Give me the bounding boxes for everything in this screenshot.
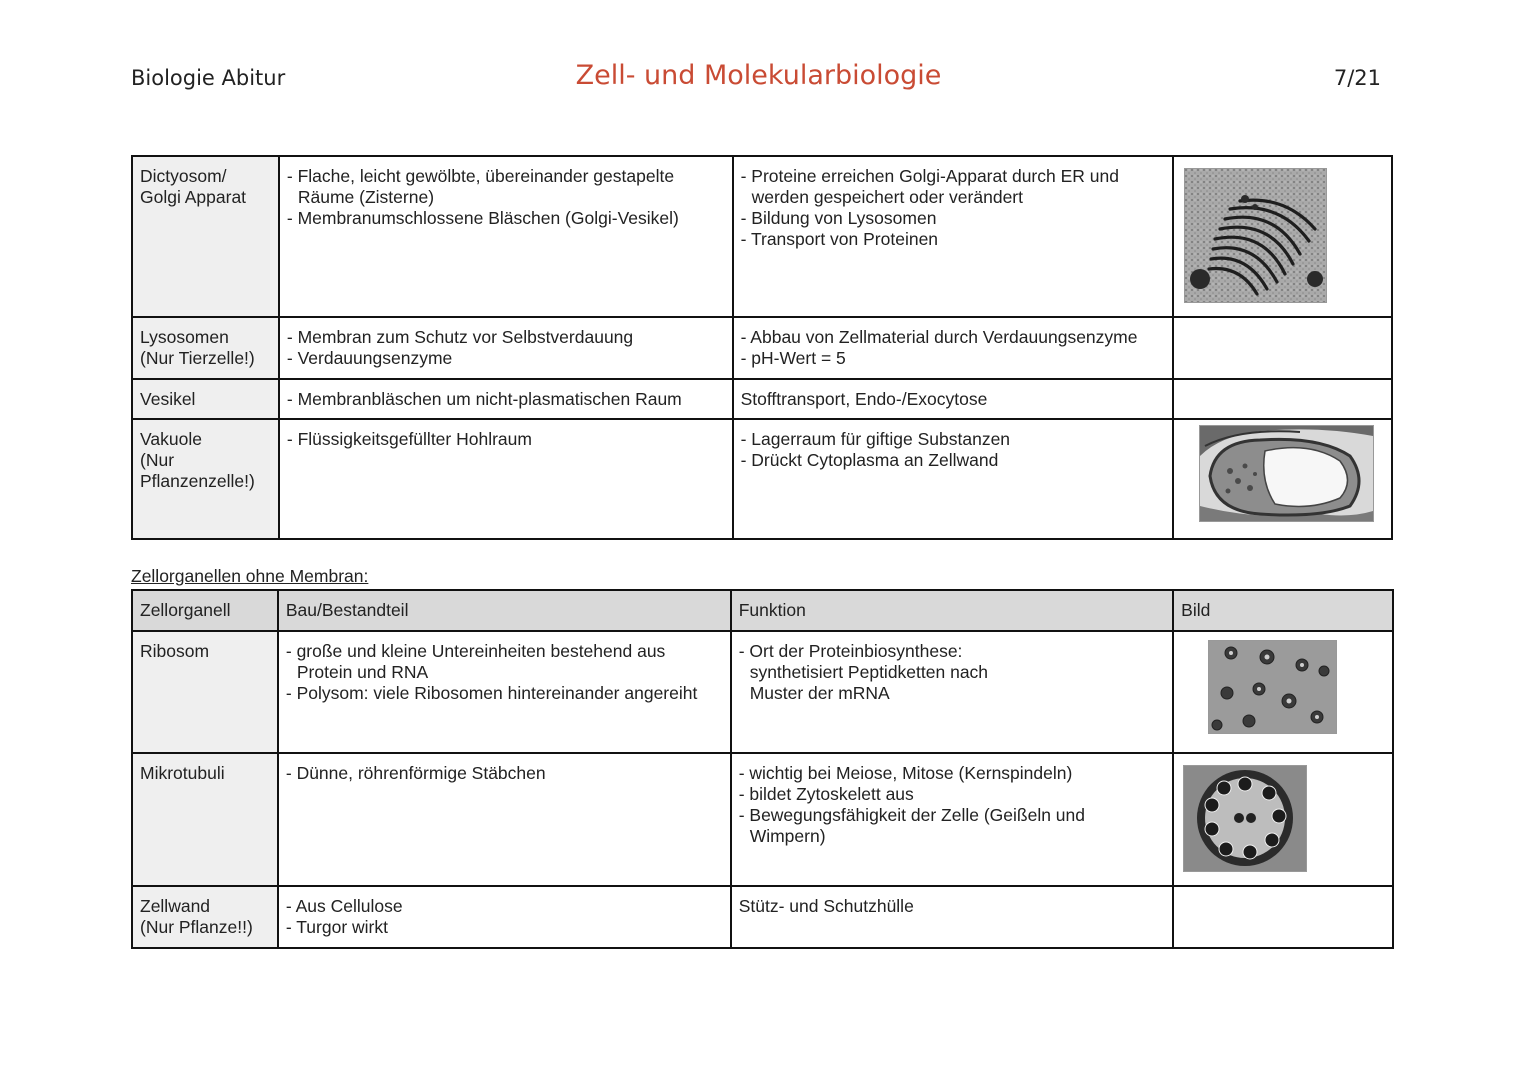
table-row xyxy=(132,886,1393,948)
table-row xyxy=(132,419,1392,539)
organelle-function: - Proteine erreichen Golgi-Apparat durch ER und werden gespeichert oder verändert - Bildung von Lysosomen - Transport von Proteinen xyxy=(733,156,1174,317)
organelle-structure: - Aus Cellulose - Turgor wirkt xyxy=(278,886,731,948)
organelle-structure: - Membran zum Schutz vor Selbstverdauung - Verdauungsenzyme xyxy=(279,317,733,379)
organelle-name: Lysosomen (Nur Tierzelle!) xyxy=(132,317,279,379)
header-subject: Biologie Abitur xyxy=(131,66,286,90)
organelle-name: Dictyosom/ Golgi Apparat xyxy=(132,156,279,317)
organelle-function: Stofftransport, Endo-/Exocytose xyxy=(733,379,1174,419)
organelle-image-cell xyxy=(1173,156,1392,317)
organelle-name: Mikrotubuli xyxy=(132,753,278,886)
organelle-structure: - große und kleine Untereinheiten bestehend aus Protein und RNA - Polysom: viele Ribosomen hintereinander angereiht xyxy=(278,631,731,753)
organelle-function: - wichtig bei Meiose, Mitose (Kernspindeln) - bildet Zytoskelett aus - Bewegungsfähigkeit der Zelle (Geißeln und Wimpern) xyxy=(731,753,1173,886)
section-label: Zellorganellen ohne Membran: xyxy=(131,566,369,586)
table-row xyxy=(132,631,1393,753)
table-row xyxy=(132,379,1392,419)
organelle-structure: - Dünne, röhrenförmige Stäbchen xyxy=(278,753,731,886)
organelle-structure: - Membranbläschen um nicht-plasmatischen Raum xyxy=(279,379,733,419)
organelle-name: Vesikel xyxy=(132,379,279,419)
organelle-name: Zellwand (Nur Pflanze!!) xyxy=(132,886,278,948)
organelle-image-cell xyxy=(1173,886,1393,948)
page-title: Zell- und Molekularbiologie xyxy=(575,60,942,91)
table-row xyxy=(132,753,1393,886)
organelle-image-cell xyxy=(1173,631,1393,753)
column-header: Zellorganell xyxy=(132,590,278,631)
organelle-function: - Lagerraum für giftige Substanzen - Drückt Cytoplasma an Zellwand xyxy=(733,419,1174,539)
organelle-image-cell xyxy=(1173,753,1393,886)
table-row xyxy=(132,317,1392,379)
organelle-function: Stütz- und Schutzhülle xyxy=(731,886,1173,948)
column-header: Bild xyxy=(1173,590,1393,631)
organelle-image-cell xyxy=(1173,419,1392,539)
ribosome-micrograph xyxy=(1208,640,1337,734)
table-row xyxy=(132,156,1392,317)
vacuole-micrograph xyxy=(1199,425,1374,522)
organelle-function: - Abbau von Zellmaterial durch Verdauungsenzyme - pH-Wert = 5 xyxy=(733,317,1174,379)
golgi-micrograph xyxy=(1184,168,1327,303)
organelle-function: - Ort der Proteinbiosynthese: synthetisiert Peptidketten nach Muster der mRNA xyxy=(731,631,1173,753)
organelle-name: Vakuole (Nur Pflanzenzelle!) xyxy=(132,419,279,539)
column-header: Funktion xyxy=(731,590,1173,631)
organelle-table-no-membrane xyxy=(131,589,1394,949)
organelle-image-cell xyxy=(1173,379,1392,419)
organelle-structure: - Flüssigkeitsgefüllter Hohlraum xyxy=(279,419,733,539)
column-header: Bau/Bestandteil xyxy=(278,590,731,631)
organelle-image-cell xyxy=(1173,317,1392,379)
page-number: 7/21 xyxy=(1333,66,1381,90)
organelle-name: Ribosom xyxy=(132,631,278,753)
microtubule-micrograph xyxy=(1183,765,1307,872)
organelle-structure: - Flache, leicht gewölbte, übereinander gestapelte Räume (Zisterne) - Membranumschlossene Bläschen (Golgi-Vesikel) xyxy=(279,156,733,317)
organelle-table-membrane xyxy=(131,155,1393,540)
table-header-row xyxy=(132,590,1393,631)
